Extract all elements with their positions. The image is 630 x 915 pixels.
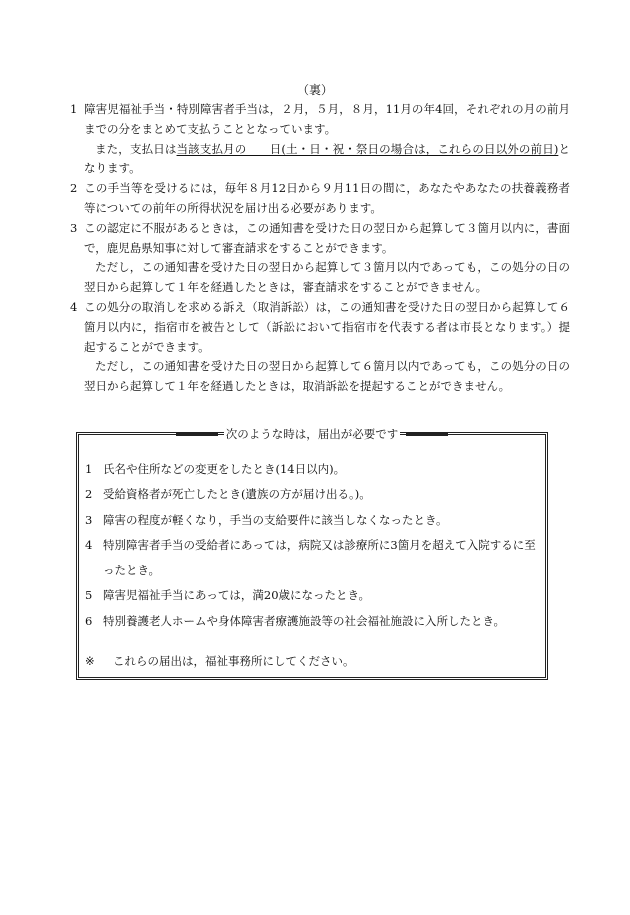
title-rule-left: [176, 433, 218, 436]
box-item-text: 受給資格者が死亡したとき(遺族の方が届け出る。)。: [103, 487, 371, 502]
box-item-text: 特別障害者手当の受給者にあっては，病院又は診療所に3箇月を超えて入院するに至ったとき。: [103, 537, 536, 578]
title-rule-right: [406, 433, 448, 436]
note-2: [70, 179, 570, 219]
note-text: この処分の取消しを求める訴え（取消訴訟）は，この通知書を受けた日の翌日から起算して６箇月以内に，指宿市を被告として（訴訟において指宿市を代表する者は市長となります。）提起することができます。: [84, 299, 570, 354]
notes-section: [70, 100, 570, 397]
box-title: [79, 426, 545, 442]
note-3-proviso: ただし，この通知書を受けた日の翌日から起算して３箇月以内であっても，この処分の日の翌日から起算して１年を経過したときは，審査請求をすることができません。: [84, 260, 570, 295]
box-item-text: 障害児福祉手当にあっては，満20歳になったとき。: [103, 588, 371, 603]
note-number: 2: [70, 181, 78, 196]
box-item: [85, 609, 537, 634]
note-text: 障害児福祉手当・特別障害者手当は，２月，５月，８月，11月の年4回，それぞれの月の前月までの分をまとめて支払うこととなっています。: [84, 102, 570, 136]
note-1-payment-date: [70, 140, 570, 180]
note-3: [70, 219, 570, 259]
note-number: 3: [70, 220, 78, 235]
note-1: [70, 100, 570, 140]
page-heading: （裏）: [296, 83, 333, 97]
box-item-number: 1: [85, 462, 93, 476]
note-mark: ※: [85, 654, 95, 668]
box-item-number: 6: [85, 613, 93, 628]
note-4: [70, 298, 570, 357]
box-item: [85, 508, 537, 533]
box-item-text: 障害の程度が軽くなり，手当の支給要件に該当しなくなったとき。: [103, 512, 448, 527]
box-item-number: 4: [85, 537, 93, 552]
box-note-text: これらの届出は，福祉事務所にしてください。: [113, 654, 355, 668]
box-item-text: 氏名や住所などの変更をしたとき(14日以内)。: [103, 462, 346, 476]
notification-box: [76, 427, 548, 680]
box-items: [85, 457, 537, 634]
note-text: この手当等を受けるには，毎年８月12日から９月11日の間に，あなたやあなたの扶養義務者等についての前年の所得状況を届け出る必要があります。: [84, 181, 570, 215]
note-text: この認定に不服があるときは，この通知書を受けた日の翌日から起算して３箇月以内に，書面で，鹿児島県知事に対して審査請求をすることができます。: [84, 220, 570, 255]
box-item: [85, 583, 537, 608]
box-note: [85, 653, 355, 669]
box-item-number: 3: [85, 512, 93, 527]
note-number: 1: [70, 102, 78, 116]
box-title-text: 次のような時は，届出が必要です: [225, 427, 399, 441]
box-item: [85, 457, 537, 482]
box-item-text: 特別養護老人ホームや身体障害者療護施設等の社会福祉施設に入所したとき。: [103, 613, 506, 628]
box-item-number: 2: [85, 487, 93, 502]
payment-date-underlined: 当該支払月の 日(土・日・祝・祭日の場合は，これらの日以外の前日): [176, 141, 559, 156]
note-number: 4: [70, 299, 78, 314]
box-item: [85, 482, 537, 507]
box-item-number: 5: [85, 588, 93, 603]
note-4-proviso: ただし，この通知書を受けた日の翌日から起算して６箇月以内であっても，この処分の日の翌日から起算して１年を経過したときは，取消訴訟を提起することができません。: [84, 359, 570, 394]
box-item: [85, 533, 537, 584]
note-text: となります。: [84, 141, 570, 176]
note-text: また，支払日は: [95, 141, 177, 156]
